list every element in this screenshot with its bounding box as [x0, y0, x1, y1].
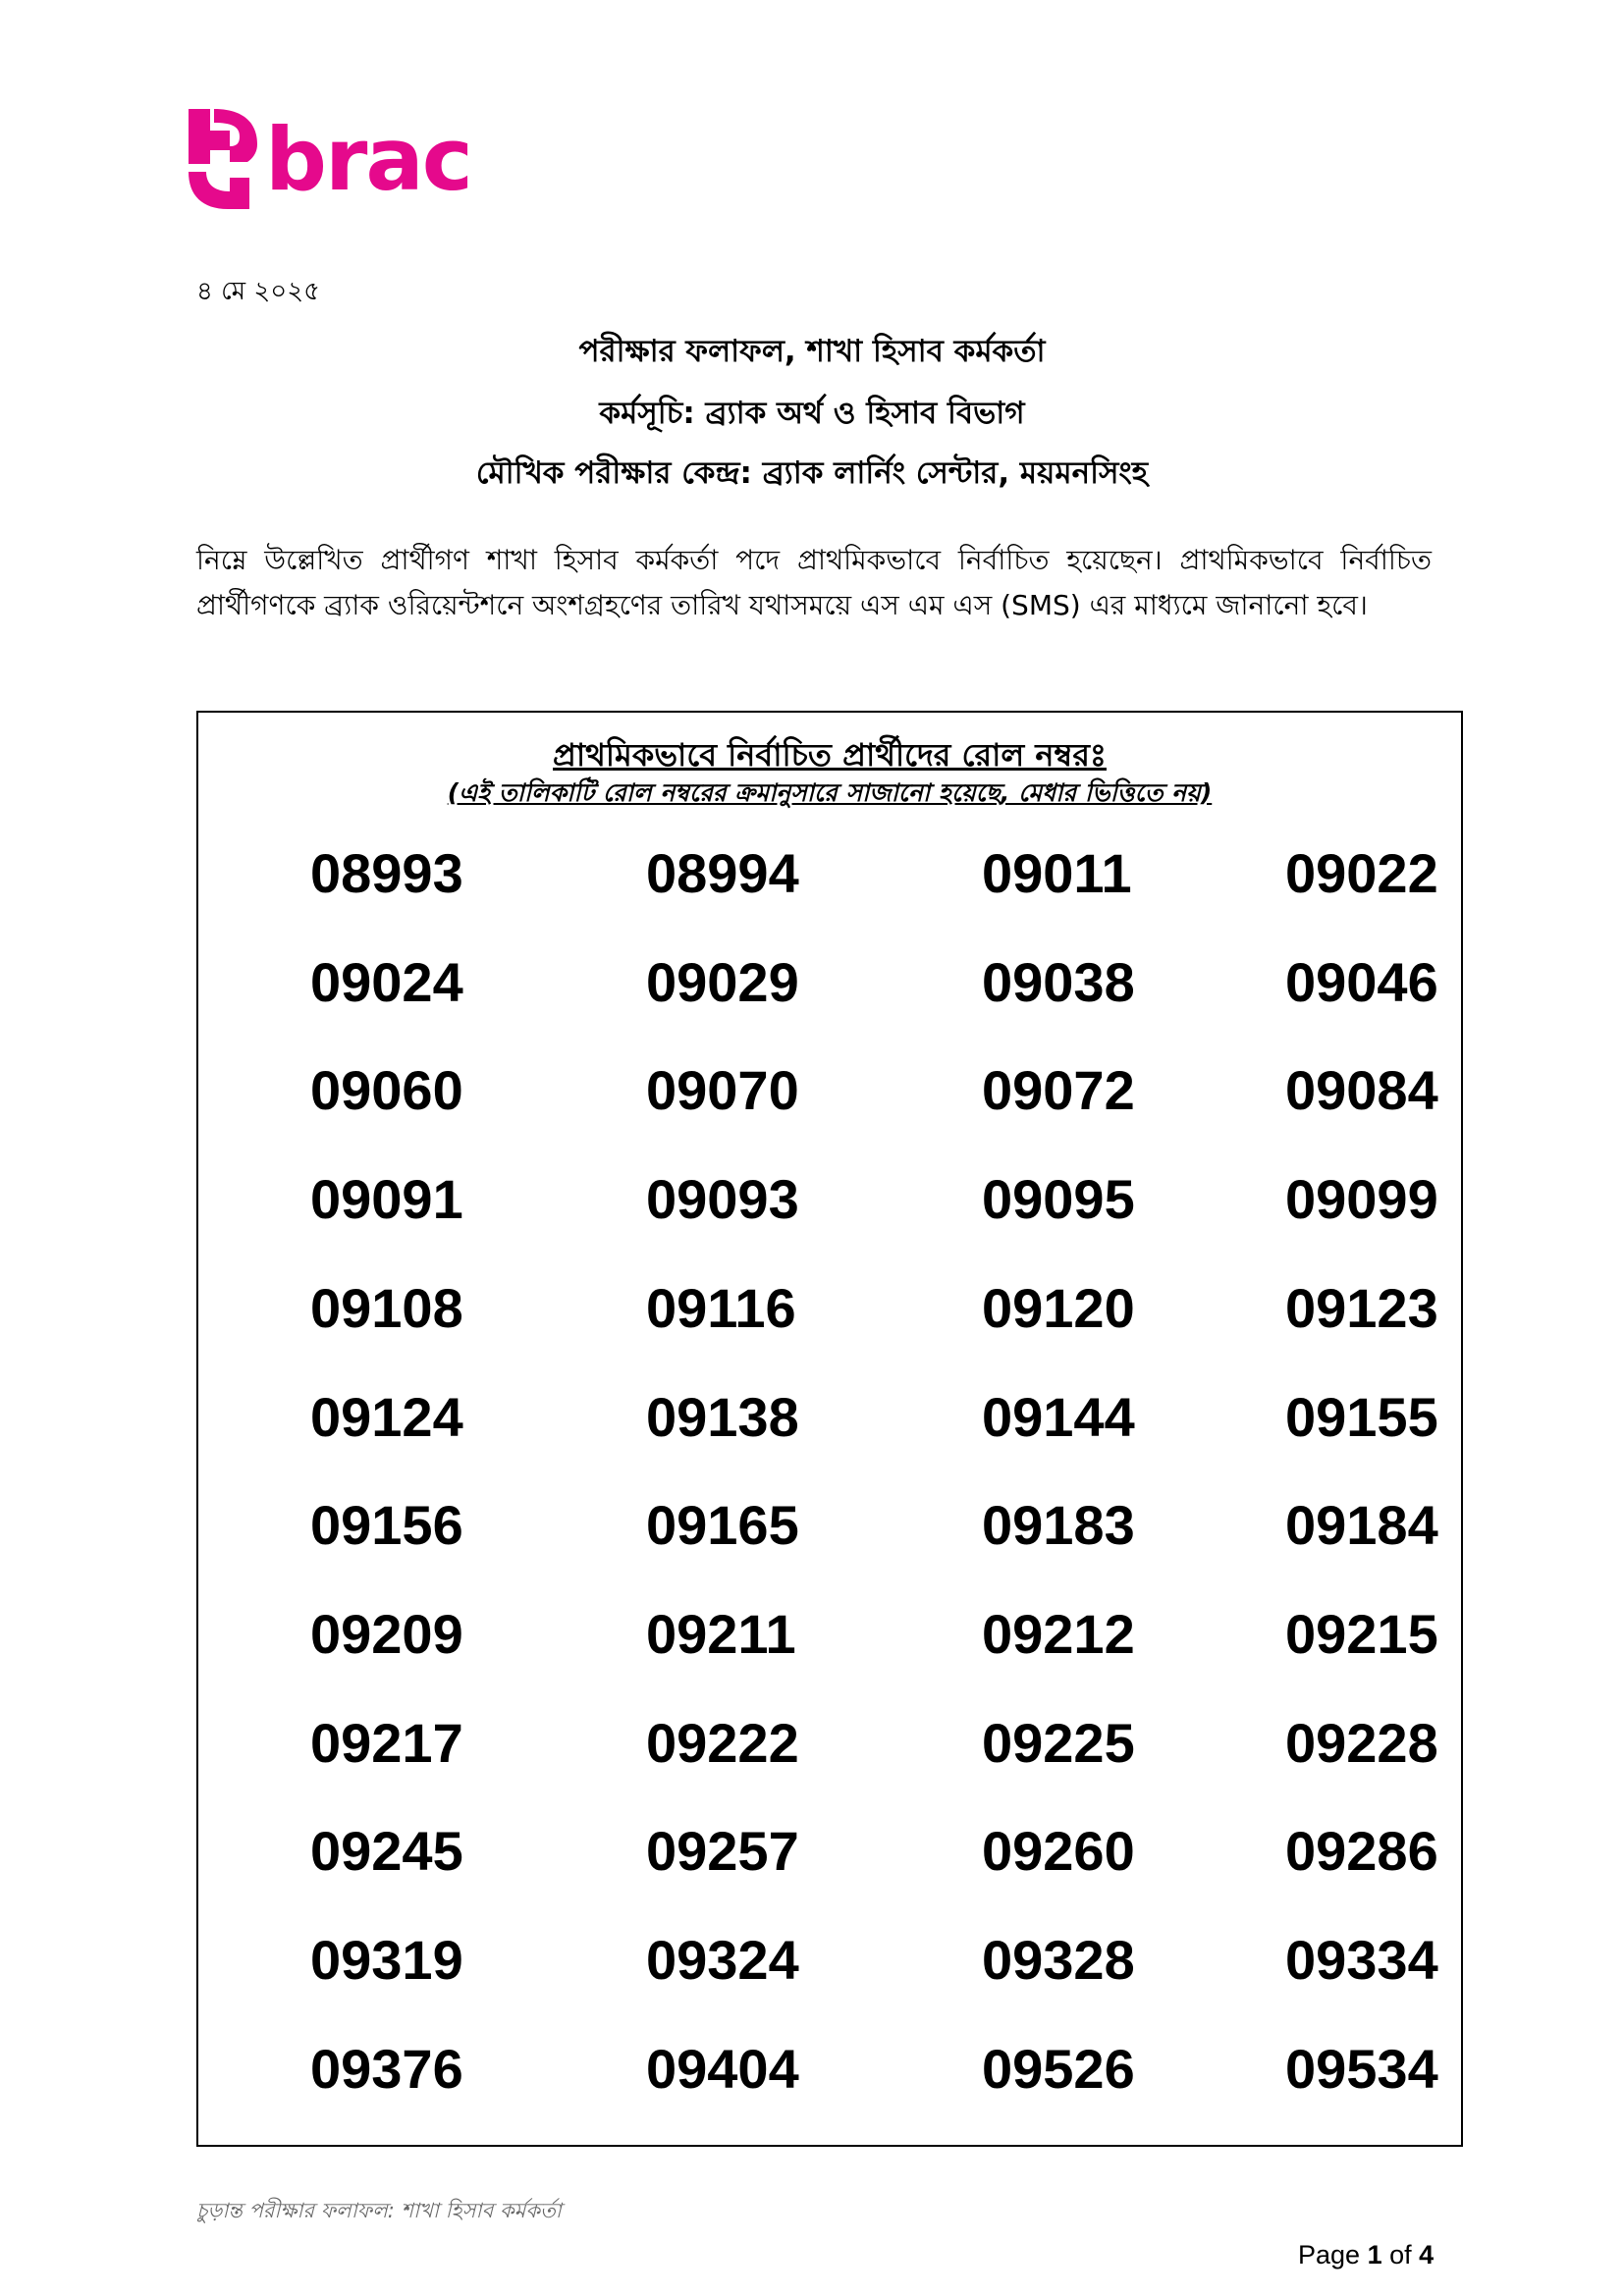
heading-exam-result: পরীক্ষার ফলাফল, শাখা হিসাব কর্মকর্তা: [578, 334, 1046, 369]
roll-number: 09212: [982, 1602, 1135, 1665]
roll-number-box: [196, 711, 1463, 2147]
page-number: [1298, 2240, 1434, 2270]
roll-number: 08994: [646, 842, 799, 904]
roll-number: 09038: [982, 950, 1135, 1013]
page-prefix: Page: [1298, 2240, 1361, 2269]
roll-number: 09526: [982, 2037, 1135, 2100]
heading-program: কর্মসূচি: ব্র্যাক অর্থ ও হিসাব বিভাগ: [599, 396, 1025, 431]
roll-number: 08993: [310, 842, 463, 904]
roll-number: 09029: [646, 950, 799, 1013]
roll-number: 09319: [310, 1929, 463, 1991]
roll-number: 09022: [1285, 842, 1438, 904]
roll-number: 09165: [646, 1494, 799, 1557]
roll-number: 09184: [1285, 1494, 1438, 1557]
roll-number: 09120: [982, 1276, 1135, 1339]
roll-number: 09156: [310, 1494, 463, 1557]
roll-number: 09404: [646, 2037, 799, 2100]
roll-number: 09209: [310, 1602, 463, 1665]
roll-number: 09108: [310, 1276, 463, 1339]
roll-number: 09245: [310, 1820, 463, 1883]
roll-number: 09116: [646, 1276, 796, 1339]
roll-number: 09376: [310, 2037, 463, 2100]
roll-number: 09060: [310, 1059, 463, 1122]
roll-number: 09328: [982, 1929, 1135, 1991]
page-total: 4: [1419, 2240, 1435, 2269]
roll-number: 09091: [310, 1168, 463, 1231]
roll-number: 09070: [646, 1059, 799, 1122]
roll-number: 09124: [310, 1385, 463, 1448]
brac-wordmark: brac: [265, 109, 471, 210]
roll-number: 09334: [1285, 1929, 1438, 1991]
roll-number: 09155: [1285, 1385, 1438, 1448]
roll-number: 09286: [1285, 1820, 1438, 1883]
page-current: 1: [1367, 2240, 1382, 2269]
roll-number: 09183: [982, 1494, 1135, 1557]
roll-number: 09222: [646, 1711, 799, 1774]
roll-number: 09072: [982, 1059, 1135, 1122]
roll-number: 09217: [310, 1711, 463, 1774]
roll-number: 09084: [1285, 1059, 1438, 1122]
roll-number: 09011: [982, 842, 1132, 904]
roll-number: 09534: [1285, 2037, 1438, 2100]
page-of: of: [1389, 2240, 1412, 2269]
heading-viva-center: মৌখিক পরীক্ষার কেন্দ্র: ব্র্যাক লার্নিং সেন্টার, ময়মনসিংহ: [475, 455, 1149, 491]
roll-number: 09324: [646, 1929, 799, 1991]
intro-paragraph: নিম্নে উল্লেখিত প্রার্থীগণ শাখা হিসাব কর্মকর্তা পদে প্রাথমিকভাবে নির্বাচিত হয়েছেন। প্রাথমিকভাবে নির্বাচিত প্রার্থীগণকে ব্র্যাক ওরিয়েন্টশনে অংশগ্রহণের তারিখ যথাসময়ে এস এম এস (SMS) এর মাধ্যমে জানানো হবে।: [196, 544, 1432, 621]
roll-number: 09144: [982, 1385, 1135, 1448]
roll-number: 09093: [646, 1168, 799, 1231]
roll-number: 09257: [646, 1820, 799, 1883]
roll-number: 09099: [1285, 1168, 1438, 1231]
roll-number: 09260: [982, 1820, 1135, 1883]
roll-number: 09215: [1285, 1602, 1438, 1665]
roll-number: 09211: [646, 1602, 796, 1665]
roll-number: 09024: [310, 950, 463, 1013]
roll-list-subtitle: (এই তালিকাটি রোল নম্বরের ক্রমানুসারে সাজানো হয়েছে, মেধার ভিত্তিতে নয়): [447, 778, 1213, 807]
roll-number: 09095: [982, 1168, 1135, 1231]
roll-number: 09123: [1285, 1276, 1438, 1339]
roll-list-title: প্রাথমিকভাবে নির্বাচিত প্রার্থীদের রোল নম্বরঃ: [553, 736, 1107, 774]
roll-number: 09228: [1285, 1711, 1438, 1774]
document-date: ৪ মে ২০২৫: [196, 277, 320, 306]
roll-number: 09138: [646, 1385, 799, 1448]
brac-logo: [185, 103, 499, 211]
roll-number: 09046: [1285, 950, 1438, 1013]
roll-number: 09225: [982, 1711, 1135, 1774]
brac-logo-mark-icon: [185, 103, 499, 211]
footer-note: চুড়ান্ত পরীক্ষার ফলাফল: শাখা হিসাব কর্মকর্তা: [196, 2199, 562, 2222]
